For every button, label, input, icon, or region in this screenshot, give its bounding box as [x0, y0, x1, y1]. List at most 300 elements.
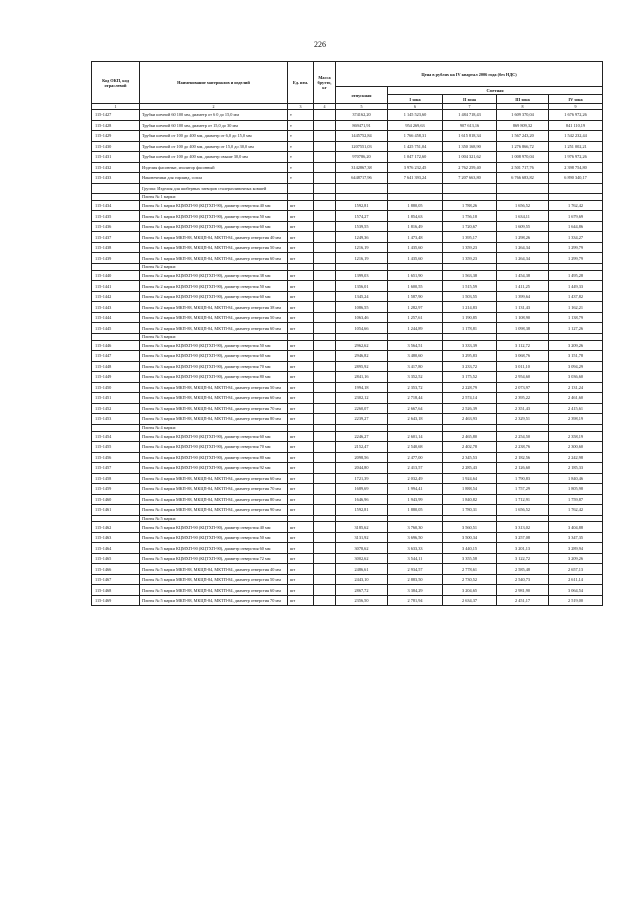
row-mass	[314, 110, 336, 121]
row-release-price	[336, 183, 388, 194]
row-price-zone-4: 1 127,26	[549, 323, 603, 334]
row-name: Плиты № 1 марки:	[140, 194, 288, 201]
row-price-zone-4	[549, 515, 603, 522]
row-release-price: 869471,91	[336, 120, 388, 131]
row-price-zone-3	[497, 263, 549, 270]
row-price-zone-1: 1 816,49	[388, 221, 443, 232]
row-price-zone-1	[388, 333, 443, 340]
row-unit: т	[288, 110, 314, 121]
table-row	[92, 532, 603, 543]
row-price-zone-4: 1 759,87	[549, 494, 603, 505]
row-price-zone-1: 1 854,63	[388, 211, 443, 222]
row-price-zone-4: 3 209,26	[549, 340, 603, 351]
row-code: 115-1428	[92, 120, 140, 131]
row-mass	[314, 253, 336, 264]
row-price-zone-3: 1 399,64	[497, 291, 549, 302]
row-unit: шт	[288, 564, 314, 575]
row-unit: шт	[288, 553, 314, 564]
row-price-zone-2: 1 720,67	[443, 221, 497, 232]
row-price-zone-2: 2 778,61	[443, 564, 497, 575]
row-price-zone-2: 1 924,64	[443, 473, 497, 484]
row-name: Плиты № 2 марки КЦМХП-90 (КЦТХП-90), диаметр отверстия 50 мм	[140, 281, 288, 292]
header-code: Код ОКП, код отраслевой	[92, 62, 140, 104]
row-price-zone-4: 3 347,35	[549, 532, 603, 543]
row-price-zone-3: 3 313,02	[497, 522, 549, 533]
table-row	[92, 200, 603, 211]
row-mass	[314, 382, 336, 393]
row-unit: шт	[288, 372, 314, 383]
table-row	[92, 312, 603, 323]
row-mass	[314, 152, 336, 163]
page-number: 226	[314, 40, 326, 49]
row-code: 115-1434	[92, 200, 140, 211]
row-price-zone-1: 2 934,57	[388, 564, 443, 575]
row-name: Плиты № 2 марки КЦМХП-90 (КЦТХП-90), диаметр отверстия 60 мм	[140, 291, 288, 302]
row-unit: шт	[288, 484, 314, 495]
row-name: Плиты № 4 марки:	[140, 424, 288, 431]
row-mass	[314, 302, 336, 313]
row-price-zone-4	[549, 183, 603, 194]
row-price-zone-4: 1 840,46	[549, 473, 603, 484]
row-price-zone-4: 1 251 002,21	[549, 141, 603, 152]
column-number: 1	[92, 104, 140, 110]
row-release-price: 2260,07	[336, 403, 388, 414]
row-price-zone-1: 1 435,60	[388, 253, 443, 264]
table-row	[92, 323, 603, 334]
row-price-zone-3: 1 609,55	[497, 221, 549, 232]
row-name: Трубки шечной 60 100 мм, диаметр от 6 0 до 15,0 мм	[140, 110, 288, 121]
group-row	[92, 515, 603, 522]
row-unit: шт	[288, 200, 314, 211]
row-price-zone-4: 3 036,60	[549, 372, 603, 383]
row-release-price: 1216,19	[336, 242, 388, 253]
row-code: 115-1437	[92, 232, 140, 243]
row-price-zone-2: 2 345,53	[443, 452, 497, 463]
row-price-zone-2: 3 295,83	[443, 351, 497, 362]
row-release-price: 2486,61	[336, 564, 388, 575]
row-code: 115-1453	[92, 414, 140, 425]
row-price-zone-4: 3 289,94	[549, 543, 603, 554]
row-name: Трубки шечной 60 100 мм, диаметр от 15,0 до 30 мм	[140, 120, 288, 131]
row-price-zone-4: 1 762,42	[549, 505, 603, 516]
row-price-zone-1: 1 880,05	[388, 505, 443, 516]
row-price-zone-1: 3 696,50	[388, 532, 443, 543]
row-mass	[314, 173, 336, 184]
row-price-zone-4: 1 679,69	[549, 211, 603, 222]
table-row	[92, 120, 603, 131]
row-price-zone-2: 2 228,79	[443, 382, 497, 393]
row-name: Плиты № 5 марки МКП-88, МКЦП-84, МКТП-84, диаметр отверстия 50 мм	[140, 574, 288, 585]
row-price-zone-1	[388, 263, 443, 270]
row-release-price: 2841,16	[336, 372, 388, 383]
row-name: Плиты № 4 марки КЦМХП-90 (КЦТХП-90), диаметр отверстия 60 мм	[140, 431, 288, 442]
table-row	[92, 211, 603, 222]
row-mass	[314, 183, 336, 194]
row-price-zone-2	[443, 183, 497, 194]
row-code: 115-1455	[92, 442, 140, 453]
row-mass	[314, 263, 336, 270]
row-release-price: 1249,36	[336, 232, 388, 243]
row-price-zone-2	[443, 194, 497, 201]
table-row	[92, 452, 603, 463]
row-price-zone-4: 2 300,60	[549, 442, 603, 453]
row-price-zone-1: 1 651,90	[388, 270, 443, 281]
row-price-zone-2: 1 190,85	[443, 312, 497, 323]
row-name: Плиты № 1 марки КЦМХП-90 (КЦТХП-90), диаметр отверстия 60 мм	[140, 221, 288, 232]
row-code: 115-1438	[92, 242, 140, 253]
row-price-zone-2: 2 463,93	[443, 414, 497, 425]
row-release-price: 1689,69	[336, 484, 388, 495]
row-price-zone-1	[388, 194, 443, 201]
row-price-zone-2: 3 500,34	[443, 532, 497, 543]
row-price-zone-3: 3 068,76	[497, 351, 549, 362]
row-price-zone-1: 1 244,89	[388, 323, 443, 334]
group-row	[92, 424, 603, 431]
row-price-zone-1: 2 718,44	[388, 393, 443, 404]
row-price-zone-2: 1 503,55	[443, 291, 497, 302]
row-mass	[314, 532, 336, 543]
row-price-zone-3: 1 264,34	[497, 253, 549, 264]
row-price-zone-2: 3 175,52	[443, 372, 497, 383]
row-release-price: 1399,03	[336, 270, 388, 281]
row-unit: т	[288, 141, 314, 152]
group-row	[92, 333, 603, 340]
row-release-price: 2443,10	[336, 574, 388, 585]
row-price-zone-4: 2 131,24	[549, 382, 603, 393]
row-price-zone-2: 1 359,23	[443, 253, 497, 264]
row-name: Плиты № 4 марки КЦМХП-90 (КЦТХП-90), диаметр отверстия 80 мм	[140, 452, 288, 463]
row-name: Плиты № 3 марки КЦМХП-90 (КЦТХП-90), диаметр отверстия 70 мм	[140, 361, 288, 372]
row-price-zone-2: 1 214,83	[443, 302, 497, 313]
row-name: Плиты № 3 марки КЦМХП-90 (КЦТХП-90), диаметр отверстия 80 мм	[140, 372, 288, 383]
row-mass	[314, 505, 336, 516]
table-row	[92, 270, 603, 281]
row-price-zone-3: 2 238,76	[497, 442, 549, 453]
row-code: 115-1467	[92, 574, 140, 585]
row-unit	[288, 183, 314, 194]
row-release-price: 3185,62	[336, 522, 388, 533]
row-name: Плиты № 3 марки МКП-88, МКЦП-84, МКТП-84, диаметр отверстия 80 мм	[140, 414, 288, 425]
row-mass	[314, 431, 336, 442]
row-release-price: 2895,92	[336, 361, 388, 372]
row-price-zone-4: 1 162,21	[549, 302, 603, 313]
row-price-zone-2: 1 004 321,62	[443, 152, 497, 163]
row-unit: шт	[288, 291, 314, 302]
row-name: Плиты № 1 марки МКП-88, МКЦП-84, МКТП-84, диаметр отверстия 60 мм	[140, 253, 288, 264]
table-row	[92, 564, 603, 575]
row-price-zone-3: 1 656,52	[497, 505, 549, 516]
table-row	[92, 431, 603, 442]
row-unit: шт	[288, 382, 314, 393]
row-mass	[314, 543, 336, 554]
row-price-zone-3: 1 264,34	[497, 242, 549, 253]
row-mass	[314, 361, 336, 372]
row-price-zone-3: 1 276 866,72	[497, 141, 549, 152]
row-release-price: 6448717,96	[336, 173, 388, 184]
row-price-zone-1: 2 540,68	[388, 442, 443, 453]
row-release-price: 3131,92	[336, 532, 388, 543]
row-unit: шт	[288, 221, 314, 232]
row-price-zone-4: 2 398,19	[549, 414, 603, 425]
row-price-zone-1: 2 477,00	[388, 452, 443, 463]
row-release-price: 2246,27	[336, 431, 388, 442]
row-code: 115-1445	[92, 323, 140, 334]
row-name: Плиты № 4 марки МКП-88, МКЦП-84, МКТП-84, диаметр отверстия 80 мм	[140, 494, 288, 505]
row-price-zone-3: 869 809,32	[497, 120, 549, 131]
column-number: 9	[549, 104, 603, 110]
row-code: 115-1448	[92, 361, 140, 372]
table-row	[92, 484, 603, 495]
row-price-zone-3: 1 712,91	[497, 494, 549, 505]
row-name: Плиты № 4 марки МКП-88, МКЦП-84, МКТП-84, диаметр отверстия 70 мм	[140, 484, 288, 495]
row-code: 115-1452	[92, 403, 140, 414]
row-price-zone-4: 1 299,79	[549, 242, 603, 253]
table-body	[92, 110, 603, 606]
row-price-zone-4: 1 138,79	[549, 312, 603, 323]
row-name: Плиты № 3 марки МКП-88, МКЦП-84, МКТП-84, диаметр отверстия 70 мм	[140, 403, 288, 414]
row-code: 115-1461	[92, 505, 140, 516]
row-price-zone-1: 1 257,61	[388, 312, 443, 323]
row-code: 115-1447	[92, 351, 140, 362]
row-price-zone-1: 3 417,80	[388, 361, 443, 372]
row-price-zone-2	[443, 263, 497, 270]
row-price-zone-4: 2 657,13	[549, 564, 603, 575]
row-price-zone-3: 1 790,83	[497, 473, 549, 484]
row-price-zone-4: 2 398 754,80	[549, 162, 603, 173]
row-price-zone-3: 2 981,90	[497, 585, 549, 596]
row-mass	[314, 232, 336, 243]
row-unit: шт	[288, 414, 314, 425]
row-price-zone-2: 3 560,51	[443, 522, 497, 533]
row-code: 115-1432	[92, 162, 140, 173]
row-price-zone-2: 7 207 663,80	[443, 173, 497, 184]
row-price-zone-3: 1 008 970,04	[497, 152, 549, 163]
row-price-zone-2: 2 634,37	[443, 595, 497, 606]
table-row	[92, 595, 603, 606]
row-release-price: 1356,01	[336, 281, 388, 292]
row-code	[92, 333, 140, 340]
row-mass	[314, 194, 336, 201]
header-mass: Масса брутто, кг	[314, 62, 336, 104]
table-row	[92, 361, 603, 372]
row-release-price: 1721,39	[336, 473, 388, 484]
row-release-price: 1063,46	[336, 312, 388, 323]
table-row	[92, 141, 603, 152]
row-code: 115-1446	[92, 340, 140, 351]
row-price-zone-1: 3 633,33	[388, 543, 443, 554]
row-price-zone-1	[388, 424, 443, 431]
row-price-zone-1: 3 384,29	[388, 585, 443, 596]
row-code: 115-1465	[92, 553, 140, 564]
row-price-zone-4: 3 404,88	[549, 522, 603, 533]
row-price-zone-4: 3 209,26	[549, 553, 603, 564]
row-price-zone-3: 2 073,97	[497, 382, 549, 393]
row-unit: шт	[288, 574, 314, 585]
table-row	[92, 543, 603, 554]
row-code	[92, 183, 140, 194]
header-release-price: отпускная	[336, 87, 388, 104]
row-price-zone-4: 1 542 232,44	[549, 131, 603, 142]
row-unit: шт	[288, 585, 314, 596]
row-code: 115-1462	[92, 522, 140, 533]
row-price-zone-2: 2 762 259,40	[443, 162, 497, 173]
row-price-zone-1: 7 641 393,24	[388, 173, 443, 184]
table-row	[92, 414, 603, 425]
row-price-zone-3: 3 011,10	[497, 361, 549, 372]
row-mass	[314, 393, 336, 404]
row-name: Плиты № 2 марки:	[140, 263, 288, 270]
row-price-zone-1: 1 880,05	[388, 200, 443, 211]
row-unit	[288, 333, 314, 340]
row-name: Плиты № 4 марки КЦМХП-90 (КЦТХП-90), диаметр отверстия 70 мм	[140, 442, 288, 453]
row-price-zone-4: 2 358,19	[549, 431, 603, 442]
row-price-zone-2: 3 355,58	[443, 553, 497, 564]
row-unit: шт	[288, 473, 314, 484]
row-price-zone-2: 1 395,17	[443, 232, 497, 243]
row-mass	[314, 200, 336, 211]
row-price-zone-2: 1 484 718,43	[443, 110, 497, 121]
row-mass	[314, 323, 336, 334]
table-row	[92, 242, 603, 253]
table-row	[92, 393, 603, 404]
row-mass	[314, 463, 336, 474]
row-name: Наконечники для гирлянд, сопла	[140, 173, 288, 184]
row-price-zone-3: 2 540,73	[497, 574, 549, 585]
row-price-zone-1: 3 976 232,45	[388, 162, 443, 173]
row-price-zone-1: 1 145 523,60	[388, 110, 443, 121]
row-price-zone-1: 2 781,94	[388, 595, 443, 606]
row-unit: шт	[288, 302, 314, 313]
row-price-zone-4: 2 461,60	[549, 393, 603, 404]
row-unit: шт	[288, 242, 314, 253]
row-mass	[314, 221, 336, 232]
row-release-price	[336, 194, 388, 201]
row-code: 115-1459	[92, 484, 140, 495]
row-code: 115-1431	[92, 152, 140, 163]
row-price-zone-2: 2 526,39	[443, 403, 497, 414]
row-name: Плиты № 5 марки КЦМХП-90 (КЦТХП-90), диаметр отверстия 72 мм	[140, 553, 288, 564]
row-price-zone-2: 1 788,26	[443, 200, 497, 211]
table-row	[92, 463, 603, 474]
row-unit: шт	[288, 393, 314, 404]
row-release-price: 1592,81	[336, 505, 388, 516]
row-unit: шт	[288, 494, 314, 505]
table-header	[92, 62, 603, 110]
header-name: Наименование материалов и изделий	[140, 62, 288, 104]
row-unit	[288, 515, 314, 522]
row-price-zone-3: 1 108,90	[497, 312, 549, 323]
row-price-zone-2: 2 730,52	[443, 574, 497, 585]
table-row	[92, 351, 603, 362]
row-unit: т	[288, 152, 314, 163]
table-row	[92, 162, 603, 173]
row-price-zone-4: 2 242,98	[549, 452, 603, 463]
row-price-zone-1: 1 282,97	[388, 302, 443, 313]
row-price-zone-3	[497, 424, 549, 431]
table-row	[92, 442, 603, 453]
row-release-price	[336, 515, 388, 522]
row-unit: шт	[288, 522, 314, 533]
row-price-zone-2: 907 613,16	[443, 120, 497, 131]
row-name: Группа: Изделия для шиберных затворов сталеразливочных ковшей	[140, 183, 288, 194]
row-unit	[288, 424, 314, 431]
row-unit: шт	[288, 463, 314, 474]
table-row	[92, 553, 603, 564]
row-price-zone-2: 3 233,72	[443, 361, 497, 372]
table-row	[92, 505, 603, 516]
row-price-zone-1: 1 425 751,04	[388, 141, 443, 152]
table-row	[92, 152, 603, 163]
row-code	[92, 424, 140, 431]
table-row	[92, 131, 603, 142]
row-price-zone-4: 1 976 972,26	[549, 152, 603, 163]
row-mass	[314, 484, 336, 495]
row-price-zone-3: 1 634,11	[497, 211, 549, 222]
row-mass	[314, 333, 336, 340]
row-code: 115-1444	[92, 312, 140, 323]
row-name: Плиты № 5 марки КЦМХП-90 (КЦТХП-90), диаметр отверстия 50 мм	[140, 532, 288, 543]
row-price-zone-2: 1 350 168,90	[443, 141, 497, 152]
row-price-zone-3: 1 298,26	[497, 232, 549, 243]
row-price-zone-3: 2 585,48	[497, 564, 549, 575]
row-price-zone-3: 2 329,51	[497, 414, 549, 425]
row-mass	[314, 595, 336, 606]
row-unit: шт	[288, 442, 314, 453]
row-price-zone-3: 3 122,72	[497, 553, 549, 564]
row-release-price: 2098,56	[336, 452, 388, 463]
row-price-zone-4	[549, 424, 603, 431]
row-price-zone-2	[443, 333, 497, 340]
row-unit: шт	[288, 403, 314, 414]
row-price-zone-4: 2 519,00	[549, 595, 603, 606]
row-price-zone-4: 2 415,61	[549, 403, 603, 414]
row-name: Плиты № 5 марки МКП-88, МКЦП-84, МКТП-84, диаметр отверстия 70 мм	[140, 595, 288, 606]
column-number: 7	[443, 104, 497, 110]
row-price-zone-1: 1 994,41	[388, 484, 443, 495]
row-release-price: 1539,55	[336, 221, 388, 232]
table-row	[92, 522, 603, 533]
row-unit: т	[288, 120, 314, 131]
row-name: Плиты № 2 марки МКП-88, МКЦП-84, МКТП-84, диаметр отверстия 50 мм	[140, 312, 288, 323]
header-zone-3: III зона	[497, 95, 549, 104]
row-unit: шт	[288, 532, 314, 543]
column-number: 3	[288, 104, 314, 110]
row-release-price: 2356,50	[336, 595, 388, 606]
row-unit: т	[288, 173, 314, 184]
row-price-zone-2: 2 465,80	[443, 431, 497, 442]
row-code: 115-1436	[92, 221, 140, 232]
row-price-zone-4: 1 676 972,26	[549, 110, 603, 121]
row-mass	[314, 242, 336, 253]
row-name: Плиты № 3 марки КЦМХП-90 (КЦТХП-90), диаметр отверстия 60 мм	[140, 351, 288, 362]
row-unit: шт	[288, 340, 314, 351]
row-release-price: 2962,62	[336, 340, 388, 351]
row-mass	[314, 403, 336, 414]
row-price-zone-2: 1 780,31	[443, 505, 497, 516]
row-code: 115-1458	[92, 473, 140, 484]
row-unit: шт	[288, 323, 314, 334]
row-price-zone-4: 1 762,42	[549, 200, 603, 211]
row-price-zone-1: 3 564,51	[388, 340, 443, 351]
row-name: Трубки шечной от 100 до 400 мм, диаметр свыше 30,0 мм	[140, 152, 288, 163]
row-price-zone-3: 1 098,38	[497, 323, 549, 334]
table-row	[92, 574, 603, 585]
row-unit	[288, 194, 314, 201]
row-price-zone-2: 3 440,15	[443, 543, 497, 554]
row-release-price: 1574,27	[336, 211, 388, 222]
row-price-zone-3: 2 351,43	[497, 403, 549, 414]
row-mass	[314, 162, 336, 173]
